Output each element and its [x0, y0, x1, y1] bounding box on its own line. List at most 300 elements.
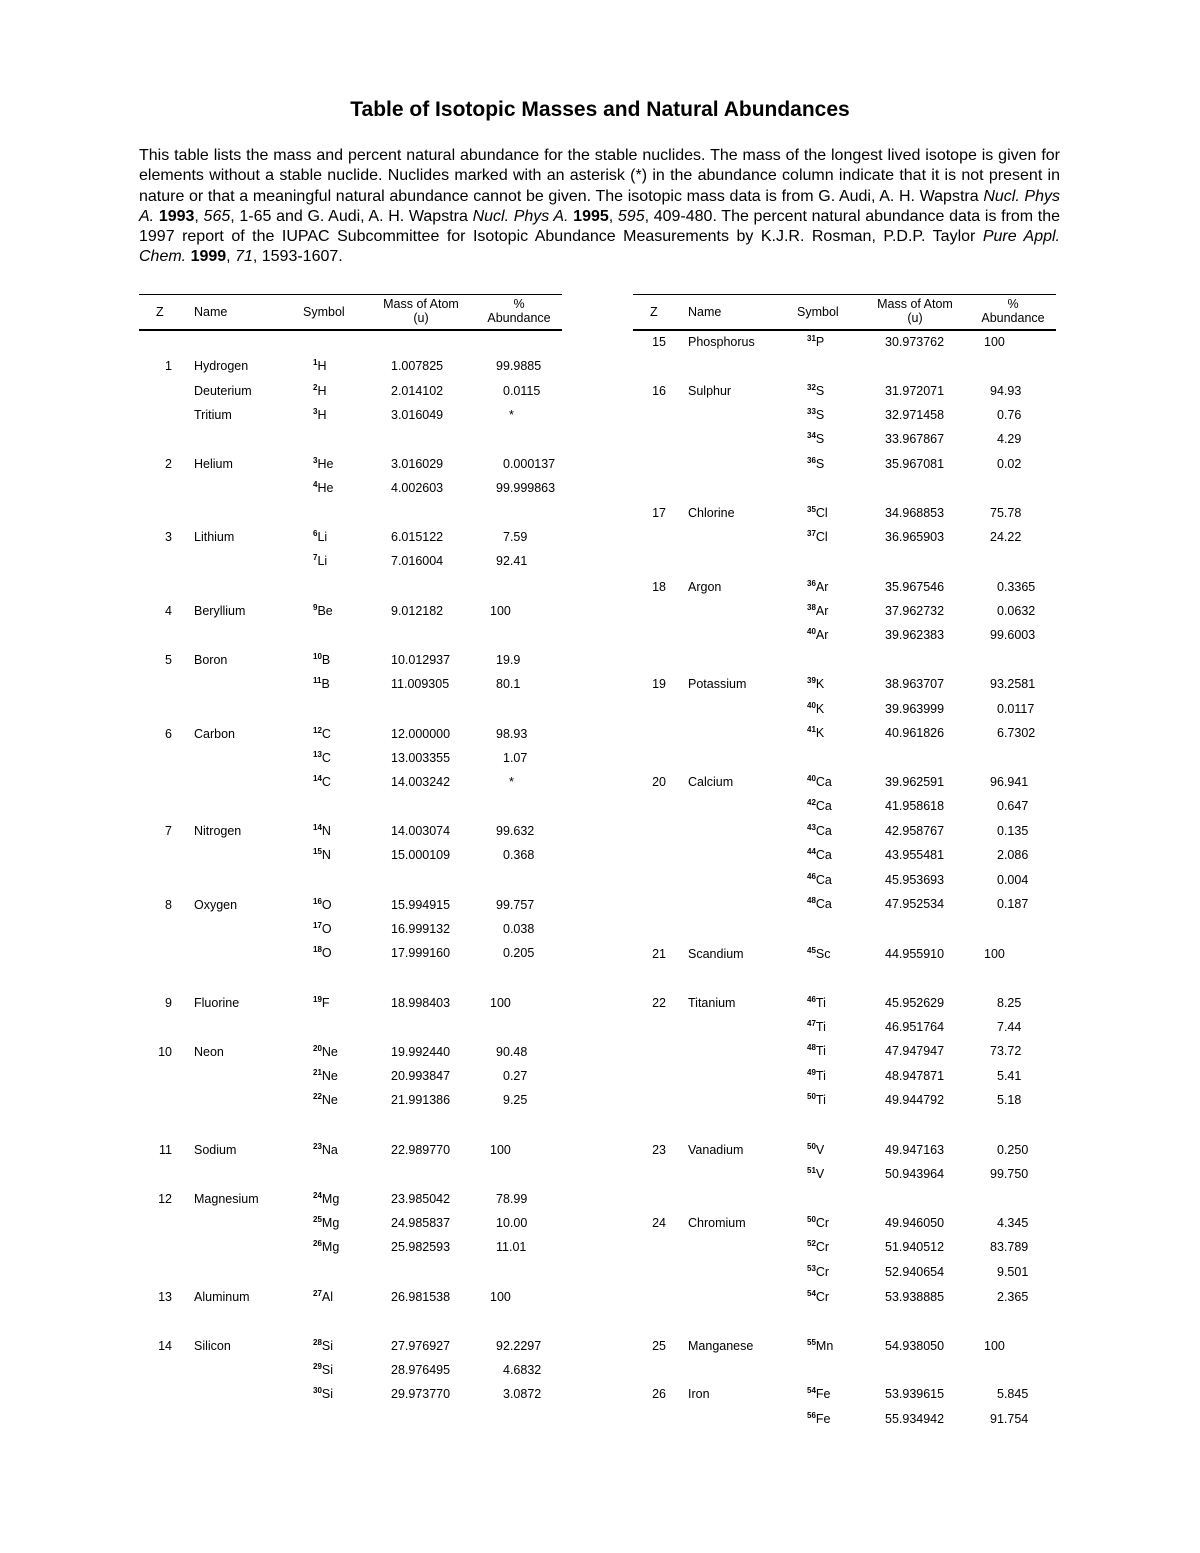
- cell-symbol: [807, 1265, 829, 1279]
- table-row: [139, 1363, 562, 1381]
- cell-mass: 53.938885: [885, 1290, 945, 1304]
- cell-mass: 51.940512: [885, 1240, 945, 1254]
- cell-symbol: [807, 702, 824, 716]
- cell-symbol: [313, 751, 331, 765]
- cell-mass: 9.012182: [391, 604, 444, 618]
- cell-element: C: [321, 727, 331, 741]
- cell-mass: 49.944792: [885, 1093, 945, 1107]
- cell-mass-number: 15: [313, 847, 322, 856]
- table-row: [633, 1143, 1056, 1161]
- cell-abundance: 0.76: [997, 408, 1022, 422]
- cell-abundance: 5.845: [997, 1387, 1029, 1401]
- header-symbol: Symbol: [303, 305, 345, 319]
- cell-abundance: 0.0115: [503, 384, 541, 398]
- cell-element: P: [815, 335, 825, 349]
- cell-abundance: 99.9885: [496, 359, 542, 373]
- cell-mass-number: 18: [313, 945, 322, 954]
- cell-z: 5: [165, 653, 172, 667]
- cell-mass-number: 25: [313, 1215, 322, 1224]
- cell-z: 7: [165, 824, 172, 838]
- cell-z: 21: [652, 947, 666, 961]
- cell-abundance: 99.6003: [990, 628, 1036, 642]
- cell-z: 14: [158, 1339, 172, 1353]
- cell-z: 2: [165, 457, 172, 471]
- table-row: [633, 775, 1056, 793]
- table-row: [633, 897, 1056, 915]
- header-mass-line1: Mass of Atom: [877, 297, 953, 311]
- header-mass: [865, 297, 965, 325]
- cell-mass-number: 22: [313, 1092, 322, 1101]
- header-z: Z: [156, 305, 164, 319]
- cell-element: Ca: [815, 824, 832, 838]
- cell-mass: 47.947947: [885, 1044, 945, 1058]
- cell-symbol: [313, 677, 330, 691]
- cell-mass-number: 41: [807, 725, 816, 734]
- journal-3: Pure Appl. Chem.: [139, 228, 1060, 266]
- cell-abundance: 0.02: [997, 457, 1022, 471]
- cell-element: Na: [321, 1143, 338, 1157]
- cell-z: 8: [165, 898, 172, 912]
- cell-symbol: [807, 848, 832, 862]
- cell-abundance: 6.7302: [997, 726, 1036, 740]
- table-row: [139, 1240, 562, 1258]
- cell-element: S: [815, 457, 825, 471]
- table-row: [633, 824, 1056, 842]
- header-mass-line1: Mass of Atom: [383, 297, 459, 311]
- cell-abundance: 0.187: [997, 897, 1029, 911]
- cell-mass-number: 40: [807, 774, 816, 783]
- cell-abundance: 11.01: [496, 1240, 527, 1254]
- cell-mass-number: 40: [807, 701, 816, 710]
- table-row: [633, 457, 1056, 475]
- cell-symbol: [313, 1045, 338, 1059]
- cell-symbol: [313, 530, 327, 544]
- cell-mass-number: 38: [807, 603, 816, 612]
- header-mass-line2: (u): [413, 311, 429, 325]
- cell-mass-number: 32: [807, 383, 816, 392]
- header-abundance: [477, 297, 561, 325]
- cell-element: H: [317, 408, 327, 422]
- cell-element: C: [321, 751, 331, 765]
- cell-name: Iron: [688, 1387, 710, 1401]
- cell-element: B: [321, 653, 331, 667]
- cell-abundance: 100: [984, 1339, 1005, 1353]
- cell-abundance: 75.78: [990, 506, 1022, 520]
- cell-element: Ti: [815, 1020, 826, 1034]
- cell-mass-number: 10: [313, 652, 322, 661]
- table-row: [139, 1069, 562, 1087]
- cell-symbol: [313, 946, 332, 960]
- cell-mass-number: 34: [807, 431, 816, 440]
- cell-z: 4: [165, 604, 172, 618]
- table-row: [633, 530, 1056, 548]
- cell-element: Si: [321, 1363, 334, 1377]
- cell-element: Cl: [815, 506, 828, 520]
- cell-mass-number: 46: [807, 872, 816, 881]
- cell-abundance: 0.135: [997, 824, 1029, 838]
- cell-mass: 4.002603: [391, 481, 444, 495]
- header-abundance: [971, 297, 1055, 325]
- cell-element: B: [321, 677, 330, 691]
- table-row: [139, 653, 562, 671]
- cell-name: Scandium: [688, 947, 744, 961]
- cell-element: Cr: [815, 1265, 830, 1279]
- cell-name: Sulphur: [688, 384, 732, 398]
- cell-element: Fe: [815, 1412, 831, 1426]
- cell-mass: 31.972071: [885, 384, 945, 398]
- cell-symbol: [313, 1339, 333, 1353]
- cell-abundance: 0.000137: [503, 457, 556, 471]
- cell-name: Beryllium: [194, 604, 246, 618]
- cell-mass-number: 47: [807, 1019, 816, 1028]
- cell-element: Ti: [815, 996, 826, 1010]
- table-row: [633, 1387, 1056, 1405]
- journal-2: Nucl. Phys A.: [472, 207, 569, 225]
- cell-symbol: [313, 359, 326, 373]
- cell-symbol: [807, 604, 828, 618]
- cell-symbol: [313, 481, 333, 495]
- cell-z: 10: [158, 1045, 172, 1059]
- cell-mass-number: 16: [313, 897, 322, 906]
- cell-name: Argon: [688, 580, 722, 594]
- cell-mass-number: 45: [807, 946, 816, 955]
- header-abundance-line1: %: [1007, 297, 1019, 311]
- cell-z: 25: [652, 1339, 666, 1353]
- cell-mass: 16.999132: [391, 922, 451, 936]
- cell-mass: 42.958767: [885, 824, 945, 838]
- table-row: [633, 799, 1056, 817]
- cell-symbol: [313, 653, 330, 667]
- cell-mass: 3.016049: [391, 408, 444, 422]
- cell-z: 23: [652, 1143, 666, 1157]
- cell-symbol: [313, 1093, 338, 1107]
- cell-symbol: [807, 1387, 831, 1401]
- cell-element: Ca: [815, 873, 832, 887]
- cell-z: 12: [158, 1192, 172, 1206]
- table-row: [633, 506, 1056, 524]
- cell-element: O: [321, 946, 332, 960]
- cell-mass-number: 54: [807, 1289, 816, 1298]
- table-row: [633, 1069, 1056, 1087]
- cell-z: 16: [652, 384, 666, 398]
- cell-element: V: [815, 1143, 825, 1157]
- cell-symbol: [807, 824, 832, 838]
- cell-abundance: 80.1: [496, 677, 521, 691]
- cell-symbol: [807, 1240, 829, 1254]
- cell-symbol: [807, 1339, 833, 1353]
- cell-abundance: 92.41: [496, 554, 528, 568]
- cell-mass: 7.016004: [391, 554, 444, 568]
- table-row: [139, 1045, 562, 1063]
- cell-element: Li: [317, 554, 328, 568]
- cell-element: Al: [321, 1290, 334, 1304]
- table-row: [633, 1412, 1056, 1430]
- cell-mass-number: 50: [807, 1215, 816, 1224]
- cell-abundance: 100: [490, 1143, 511, 1157]
- cell-symbol: [313, 727, 331, 741]
- table-row: [633, 873, 1056, 891]
- cell-element: Sc: [815, 947, 831, 961]
- cell-element: Cl: [815, 530, 828, 544]
- cell-symbol: [313, 848, 331, 862]
- cell-mass: 45.952629: [885, 996, 945, 1010]
- cell-z: 20: [652, 775, 666, 789]
- cell-z: 24: [652, 1216, 666, 1230]
- cell-element: F: [321, 996, 330, 1010]
- cell-mass-number: 53: [807, 1264, 816, 1273]
- cell-mass: 35.967546: [885, 580, 945, 594]
- cell-element: H: [317, 359, 327, 373]
- intro-text-3: , 409-480. The percent natural abundance data is from the 1997 report of the IUPAC Subcommittee for Isotopic Abundance Measurements by K.J.R. Rosman, P.D.P. Taylor: [139, 207, 1061, 246]
- table-row: [139, 848, 562, 866]
- cell-element: He: [317, 481, 334, 495]
- cell-element: Fe: [815, 1387, 831, 1401]
- cell-abundance: 7.44: [997, 1020, 1022, 1034]
- cell-mass-number: 3: [313, 456, 318, 465]
- cell-mass: 46.951764: [885, 1020, 945, 1034]
- cell-symbol: [807, 432, 824, 446]
- volume-2: 595: [617, 207, 645, 225]
- cell-symbol: [807, 873, 832, 887]
- cell-symbol: [807, 947, 831, 961]
- cell-symbol: [313, 898, 332, 912]
- cell-mass: 13.003355: [391, 751, 451, 765]
- cell-z: 6: [165, 727, 172, 741]
- cell-element: Li: [317, 530, 328, 544]
- cell-element: V: [815, 1167, 825, 1181]
- year-1: 1993: [158, 207, 195, 225]
- cell-element: Ca: [815, 848, 832, 862]
- cell-name: Manganese: [688, 1339, 754, 1353]
- cell-element: Ne: [321, 1093, 338, 1107]
- cell-abundance: 0.0117: [997, 702, 1035, 716]
- cell-element: O: [321, 922, 332, 936]
- cell-abundance: 100: [490, 1290, 511, 1304]
- table-row: [139, 1290, 562, 1308]
- cell-mass: 26.981538: [391, 1290, 451, 1304]
- cell-name: Calcium: [688, 775, 734, 789]
- table-row: [139, 1387, 562, 1405]
- cell-mass: 36.965903: [885, 530, 945, 544]
- table-row: [633, 1167, 1056, 1185]
- cell-element: K: [815, 702, 825, 716]
- cell-symbol: [313, 1192, 339, 1206]
- cell-abundance: 99.632: [496, 824, 535, 838]
- cell-element: Ca: [815, 799, 832, 813]
- cell-name: Hydrogen: [194, 359, 249, 373]
- cell-symbol: [313, 775, 331, 789]
- cell-element: S: [815, 384, 825, 398]
- cell-name: Lithium: [194, 530, 235, 544]
- intro-text-4: , 1593-1607.: [252, 248, 343, 266]
- cell-symbol: [313, 1143, 338, 1157]
- cell-name: Magnesium: [194, 1192, 259, 1206]
- intro-text-2: , 1-65 and G. Audi, A. H. Wapstra: [230, 207, 473, 225]
- cell-mass-number: 50: [807, 1142, 816, 1151]
- table-row: [139, 1216, 562, 1234]
- cell-abundance: 0.004: [997, 873, 1029, 887]
- cell-mass: 14.003074: [391, 824, 451, 838]
- cell-element: Mg: [321, 1192, 340, 1206]
- table-row: [139, 384, 562, 402]
- cell-element: Cr: [815, 1240, 830, 1254]
- cell-abundance: 0.205: [503, 946, 535, 960]
- table-row: [633, 1240, 1056, 1258]
- cell-mass: 30.973762: [885, 335, 945, 349]
- table-row: [633, 604, 1056, 622]
- table-row: [139, 727, 562, 745]
- table-row: [139, 898, 562, 916]
- cell-name: Nitrogen: [194, 824, 242, 838]
- cell-mass: 45.953693: [885, 873, 945, 887]
- table-row: [633, 848, 1056, 866]
- cell-name: Deuterium: [194, 384, 252, 398]
- cell-mass-number: 23: [313, 1142, 322, 1151]
- cell-symbol: [313, 824, 331, 838]
- cell-z: 9: [165, 996, 172, 1010]
- cell-abundance: 24.22: [990, 530, 1022, 544]
- cell-mass: 10.012937: [391, 653, 451, 667]
- cell-mass: 1.007825: [391, 359, 444, 373]
- cell-abundance: *: [509, 775, 514, 789]
- cell-element: Ca: [815, 897, 832, 911]
- cell-abundance: 100: [490, 604, 511, 618]
- cell-symbol: [807, 1143, 824, 1157]
- cell-mass-number: 4: [313, 480, 318, 489]
- cell-symbol: [313, 1216, 339, 1230]
- cell-abundance: 0.0632: [997, 604, 1036, 618]
- cell-element: C: [321, 775, 331, 789]
- cell-mass-number: 56: [807, 1411, 816, 1420]
- table-row: [633, 1265, 1056, 1283]
- cell-mass-number: 52: [807, 1239, 816, 1248]
- cell-mass-number: 6: [313, 529, 318, 538]
- table-row: [139, 1093, 562, 1111]
- cell-mass: 37.962732: [885, 604, 945, 618]
- cell-abundance: 0.368: [503, 848, 535, 862]
- header-mass-line2: (u): [907, 311, 923, 325]
- cell-mass: 41.958618: [885, 799, 945, 813]
- cell-element: Ti: [815, 1069, 826, 1083]
- cell-mass: 44.955910: [885, 947, 945, 961]
- cell-abundance: 4.29: [997, 432, 1022, 446]
- cell-element: K: [815, 726, 825, 740]
- cell-z: 17: [652, 506, 666, 520]
- cell-mass-number: 36: [807, 456, 816, 465]
- cell-mass-number: 29: [313, 1362, 322, 1371]
- cell-element: Mn: [815, 1339, 834, 1353]
- table-row: [139, 996, 562, 1014]
- table-row: [633, 1339, 1056, 1357]
- cell-z: 15: [652, 335, 666, 349]
- cell-mass-number: 24: [313, 1191, 322, 1200]
- year-3: 1999: [190, 248, 227, 266]
- cell-symbol: [313, 604, 333, 618]
- cell-abundance: 1.07: [503, 751, 528, 765]
- cell-name: Oxygen: [194, 898, 238, 912]
- cell-symbol: [807, 1167, 824, 1181]
- table-row: [139, 604, 562, 622]
- cell-element: Ca: [815, 775, 832, 789]
- cell-symbol: [313, 457, 333, 471]
- cell-element: N: [321, 824, 331, 838]
- cell-mass-number: 48: [807, 1043, 816, 1052]
- cell-name: Fluorine: [194, 996, 240, 1010]
- cell-abundance: 100: [490, 996, 511, 1010]
- table-row: [139, 775, 562, 793]
- cell-abundance: 91.754: [990, 1412, 1029, 1426]
- cell-mass: 29.973770: [391, 1387, 451, 1401]
- cell-mass-number: 12: [313, 726, 322, 735]
- cell-abundance: 0.647: [997, 799, 1029, 813]
- cell-symbol: [807, 530, 828, 544]
- cell-mass-number: 30: [313, 1386, 322, 1395]
- cell-mass: 3.016029: [391, 457, 444, 471]
- cell-symbol: [313, 1069, 338, 1083]
- cell-name: Helium: [194, 457, 233, 471]
- journal-1: Nucl. Phys A.: [139, 187, 1061, 225]
- cell-mass-number: 35: [807, 505, 816, 514]
- cell-mass: 6.015122: [391, 530, 444, 544]
- cell-mass: 22.989770: [391, 1143, 451, 1157]
- header-abundance-line1: %: [513, 297, 525, 311]
- cell-mass: 23.985042: [391, 1192, 451, 1206]
- cell-element: Be: [317, 604, 333, 618]
- cell-z: 19: [652, 677, 666, 691]
- table-row: [633, 1044, 1056, 1062]
- cell-mass-number: 1: [313, 358, 318, 367]
- cell-name: Chromium: [688, 1216, 746, 1230]
- cell-name: Sodium: [194, 1143, 237, 1157]
- cell-element: Si: [321, 1339, 334, 1353]
- cell-abundance: 94.93: [990, 384, 1022, 398]
- cell-element: N: [321, 848, 331, 862]
- cell-name: Silicon: [194, 1339, 231, 1353]
- cell-name: Titanium: [688, 996, 736, 1010]
- cell-element: Ne: [321, 1069, 338, 1083]
- cell-abundance: 73.72: [990, 1044, 1022, 1058]
- cell-symbol: [313, 996, 330, 1010]
- cell-mass: 48.947871: [885, 1069, 945, 1083]
- volume-3: 71: [235, 248, 253, 266]
- cell-mass-number: 42: [807, 798, 816, 807]
- cell-mass-number: 21: [313, 1068, 322, 1077]
- cell-mass: 39.963999: [885, 702, 945, 716]
- header-z: Z: [650, 305, 658, 319]
- cell-mass: 15.000109: [391, 848, 451, 862]
- cell-mass: 52.940654: [885, 1265, 945, 1279]
- table-row: [139, 677, 562, 695]
- table-row: [633, 628, 1056, 646]
- cell-mass: 50.943964: [885, 1167, 945, 1181]
- cell-symbol: [807, 1216, 829, 1230]
- cell-mass: 49.947163: [885, 1143, 945, 1157]
- cell-symbol: [807, 897, 832, 911]
- cell-mass: 34.968853: [885, 506, 945, 520]
- cell-abundance: 98.93: [496, 727, 528, 741]
- table-row: [633, 996, 1056, 1014]
- cell-mass-number: 46: [807, 995, 816, 1004]
- cell-mass-number: 17: [313, 921, 322, 930]
- cell-element: Mg: [321, 1240, 340, 1254]
- cell-mass: 21.991386: [391, 1093, 451, 1107]
- cell-symbol: [807, 580, 828, 594]
- cell-element: He: [317, 457, 334, 471]
- cell-abundance: 83.789: [990, 1240, 1029, 1254]
- cell-abundance: 10.00: [496, 1216, 528, 1230]
- intro-paragraph: This table lists the mass and percent natural abundance for the stable nuclides. The mass of the longest lived isotope is given for elements without a stable nuclide. Nuclides marked with an asterisk (*) in the abundance column indicate that it is not present in nature or that a meaningful natural abundance cannot be given. The isotopic mass data is from G. Audi, A. H. Wapstra Nucl. Phys A. 1993, 565, 1-65 and G. Audi, A. H. Wapstra Nucl. Phys A. 1995, 595, 409-480. The percent natural abundance data is from the 1997 report of the IUPAC Subcommittee for Isotopic Abundance Measurements by K.J.R. Rosman, P.D.P. Taylor Pure Appl. Chem. 1999, 71, 1593-1607.: [139, 147, 1061, 266]
- cell-name: Aluminum: [194, 1290, 250, 1304]
